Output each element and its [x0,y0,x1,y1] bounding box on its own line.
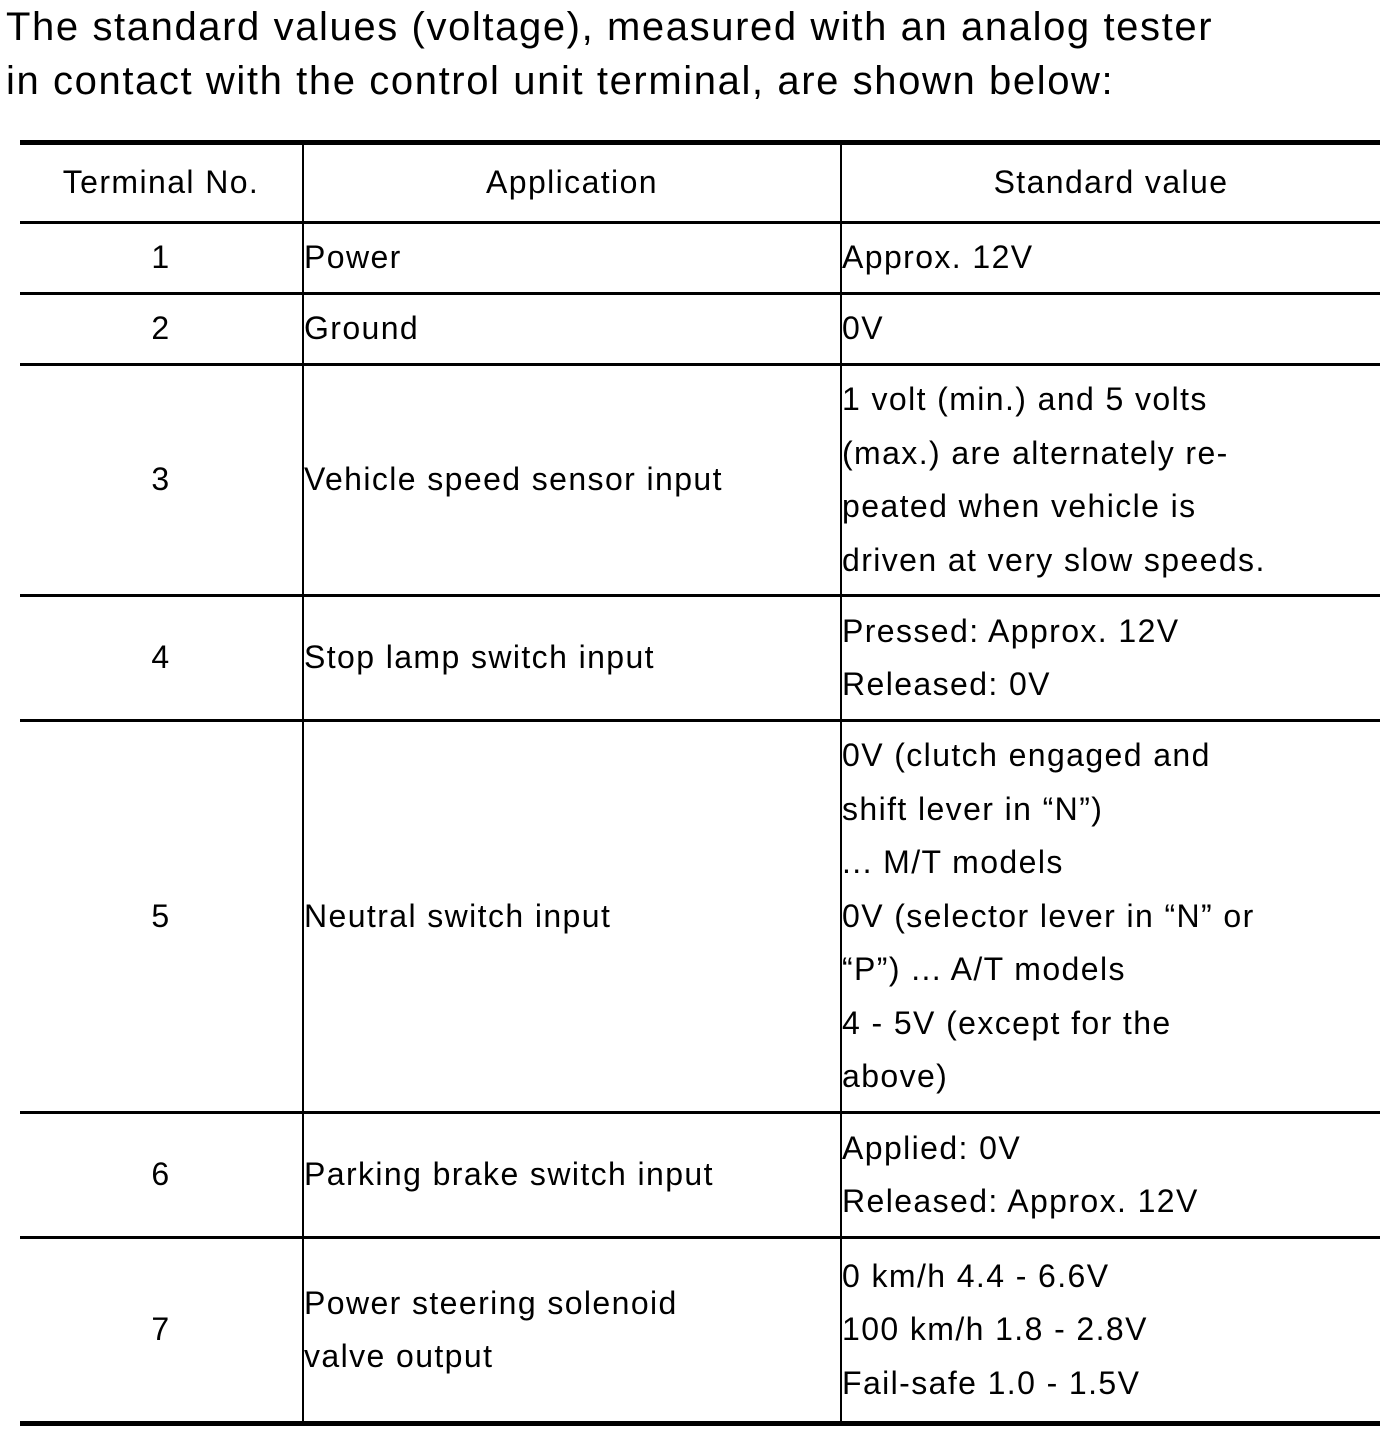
standard-value-line: above) [842,1058,949,1095]
application-line: Neutral switch input [304,897,612,934]
standard-value-line: Fail-safe 1.0 - 1.5V [842,1364,1141,1401]
application-cell [303,1238,841,1424]
application-cell [303,596,841,721]
application-line: Vehicle speed sensor input [304,461,723,498]
table-row [20,721,1380,1113]
application-line: valve output [304,1338,494,1374]
application-cell [303,365,841,596]
standard-value-cell [841,365,1380,596]
standard-value-line: 0 km/h 4.4 - 6.6V [842,1257,1110,1294]
application-cell [303,223,841,294]
application-cell [303,294,841,365]
standard-value-line: (max.) are alternately re- [842,434,1229,471]
header-standard-value: Standard value [841,143,1380,223]
table-row [20,294,1380,365]
application-line: Power [304,239,402,276]
table-row [20,223,1380,294]
application-line: Ground [304,310,420,347]
standard-value-line: ... M/T models [842,844,1064,881]
standard-value-line: 4 - 5V (except for the [842,1004,1172,1041]
application-line: Power steering solenoid [304,1284,678,1321]
terminal-number-cell: 3 [20,365,303,596]
application-cell [303,1113,841,1238]
table-row [20,1113,1380,1238]
standard-value-line: shift lever in “N”) [842,790,1104,827]
standard-value-line: 1 volt (min.) and 5 volts [842,381,1208,417]
standard-value-line: driven at very slow speeds. [842,541,1266,578]
standard-value-line: peated when vehicle is [842,488,1197,524]
terminal-voltage-table [20,140,1380,1426]
standard-value-line: 0V [842,310,884,347]
standard-value-line: Released: Approx. 12V [842,1183,1199,1219]
standard-value-line: 0V (clutch engaged and [842,737,1211,774]
terminal-number-cell: 7 [20,1238,303,1424]
standard-value-line: “P”) ... A/T models [842,951,1126,988]
standard-value-cell [841,596,1380,721]
standard-value-line: Pressed: Approx. 12V [842,612,1180,649]
application-line: Stop lamp switch input [304,639,655,676]
table-header-row [20,143,1380,223]
intro-line-2: in contact with the control unit terminal, are shown below: [6,59,1115,103]
terminal-number-cell: 2 [20,294,303,365]
standard-value-cell [841,721,1380,1113]
intro-paragraph [6,0,1386,108]
terminal-number-cell: 4 [20,596,303,721]
standard-value-cell [841,1238,1380,1424]
standard-value-cell [841,294,1380,365]
table-row [20,365,1380,596]
standard-value-line: Approx. 12V [842,239,1034,276]
standard-value-cell [841,1113,1380,1238]
standard-value-cell [841,223,1380,294]
table-row [20,596,1380,721]
header-terminal-no: Terminal No. [20,143,303,223]
application-line: Parking brake switch input [304,1156,714,1193]
terminal-number-cell: 5 [20,721,303,1113]
table-row [20,1238,1380,1424]
standard-value-line: Applied: 0V [842,1129,1022,1166]
standard-value-line: 100 km/h 1.8 - 2.8V [842,1311,1148,1348]
standard-value-line: Released: 0V [842,666,1051,702]
header-application: Application [303,143,841,223]
table-body [20,223,1380,1424]
terminal-number-cell: 6 [20,1113,303,1238]
terminal-number-cell: 1 [20,223,303,294]
standard-value-line: 0V (selector lever in “N” or [842,897,1255,934]
intro-line-1: The standard values (voltage), measured with an analog tester [6,5,1214,49]
application-cell [303,721,841,1113]
